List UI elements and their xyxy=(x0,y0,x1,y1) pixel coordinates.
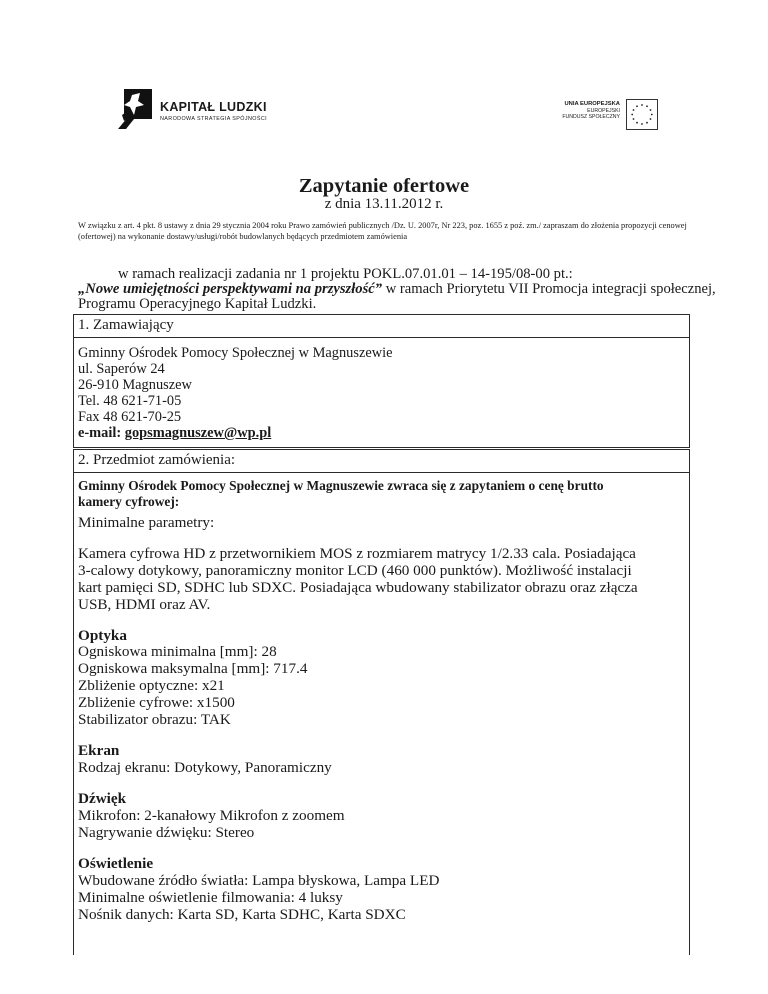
section-1-header xyxy=(74,315,689,338)
section-2-header xyxy=(74,450,689,473)
eu-logo-text xyxy=(562,101,620,121)
section-1-heading: 1. Zamawiający xyxy=(78,317,174,333)
desc-line: kart pamięci SD, SDHC lub SDXC. Posiadająca wbudowany stabilizator obrazu oraz złącza xyxy=(78,579,638,596)
desc-line: USB, HDMI oraz AV. xyxy=(78,596,211,613)
document-date: z dnia 13.11.2012 r. xyxy=(324,196,444,212)
project-line-3: Programu Operacyjnego Kapitał Ludzki. xyxy=(78,296,317,312)
light-item: Wbudowane źródło światła: Lampa błyskowa, Lampa LED xyxy=(78,872,440,889)
eu-line3: FUNDUSZ SPOŁECZNY xyxy=(562,114,620,121)
light-item: Minimalne oświetlenie filmowania: 4 luksy xyxy=(78,889,343,906)
eu-flag-icon xyxy=(626,99,658,130)
optics-item: Zbliżenie optyczne: x21 xyxy=(78,677,225,694)
optics-item: Stabilizator obrazu: TAK xyxy=(78,711,231,728)
page-title: Zapytanie ofertowe xyxy=(298,175,470,197)
optics-item: Ogniskowa maksymalna [mm]: 717.4 xyxy=(78,660,308,677)
optics-item: Ogniskowa minimalna [mm]: 28 xyxy=(78,643,277,660)
section-2-heading: 2. Przedmiot zamówienia: xyxy=(78,452,236,468)
min-params-label: Minimalne parametry: xyxy=(78,514,215,531)
screen-heading: Ekran xyxy=(78,742,120,759)
screen-item: Rodzaj ekranu: Dotykowy, Panoramiczny xyxy=(78,759,332,776)
eu-line2: EUROPEJSKI xyxy=(587,107,620,114)
request-line-2: kamery cyfrowej: xyxy=(78,494,180,509)
project-title: „Nowe umiejętności perspektywami na przyszłość” xyxy=(78,281,383,297)
desc-line: 3-calowy dotykowy, panoramiczny monitor LCD (460 000 punktów). Możliwość instalacji xyxy=(78,562,632,579)
project-line-2-rest: w ramach Priorytetu VII Promocja integracji społecznej, xyxy=(382,281,716,297)
desc-line: Kamera cyfrowa HD z przetwornikiem MOS z rozmiarem matrycy 1/2.33 cala. Posiadająca xyxy=(78,545,636,562)
sound-item: Mikrofon: 2-kanałowy Mikrofon z zoomem xyxy=(78,807,345,824)
sound-heading: Dźwięk xyxy=(78,790,127,807)
optics-heading: Optyka xyxy=(78,627,127,644)
intro-paragraph: W związku z art. 4 pkt. 8 ustawy z dnia 29 stycznia 2004 roku Prawo zamówień publicznych /Dz. U. 2007r, Nr 223, poz. 1655 z poź. zm./ zapraszam do złożenia propozycji cenowej (ofertowej) na wykonanie dostawy/usługi/robót budowlanych będących przedmiotem zamówienia xyxy=(78,221,687,241)
org-tel: Tel. 48 621-71-05 xyxy=(78,393,182,409)
org-email-row xyxy=(78,425,271,441)
optics-item: Zbliżenie cyfrowe: x1500 xyxy=(78,694,235,711)
email-link[interactable]: gopsmagnuszew@wp.pl xyxy=(124,425,272,441)
kapital-ludzki-logo-icon xyxy=(118,89,152,129)
section-order-subject xyxy=(73,449,690,955)
org-name: Gminny Ośrodek Pomocy Społecznej w Magnuszewie xyxy=(78,345,393,361)
sound-item: Nagrywanie dźwięku: Stereo xyxy=(78,824,255,841)
light-heading: Oświetlenie xyxy=(78,855,154,872)
eu-line1: UNIA EUROPEJSKA xyxy=(564,101,620,107)
org-city: 26-910 Magnuszew xyxy=(78,377,192,393)
request-line-1: Gminny Ośrodek Pomocy Społecznej w Magnuszewie zwraca się z zapytaniem o cenę brutto xyxy=(78,478,604,493)
kapital-ludzki-title: KAPITAŁ LUDZKI xyxy=(160,100,267,114)
email-label: e-mail: xyxy=(78,425,125,441)
section-ordering-party xyxy=(73,314,690,448)
kapital-ludzki-subtitle: NARODOWA STRATEGIA SPÓJNOŚCI xyxy=(160,116,268,122)
light-item: Nośnik danych: Karta SD, Karta SDHC, Karta SDXC xyxy=(78,906,406,923)
project-line-1: w ramach realizacji zadania nr 1 projektu POKL.07.01.01 – 14-195/08-00 pt.: xyxy=(118,266,573,282)
org-fax: Fax 48 621-70-25 xyxy=(78,409,182,425)
org-street: ul. Saperów 24 xyxy=(78,361,165,377)
